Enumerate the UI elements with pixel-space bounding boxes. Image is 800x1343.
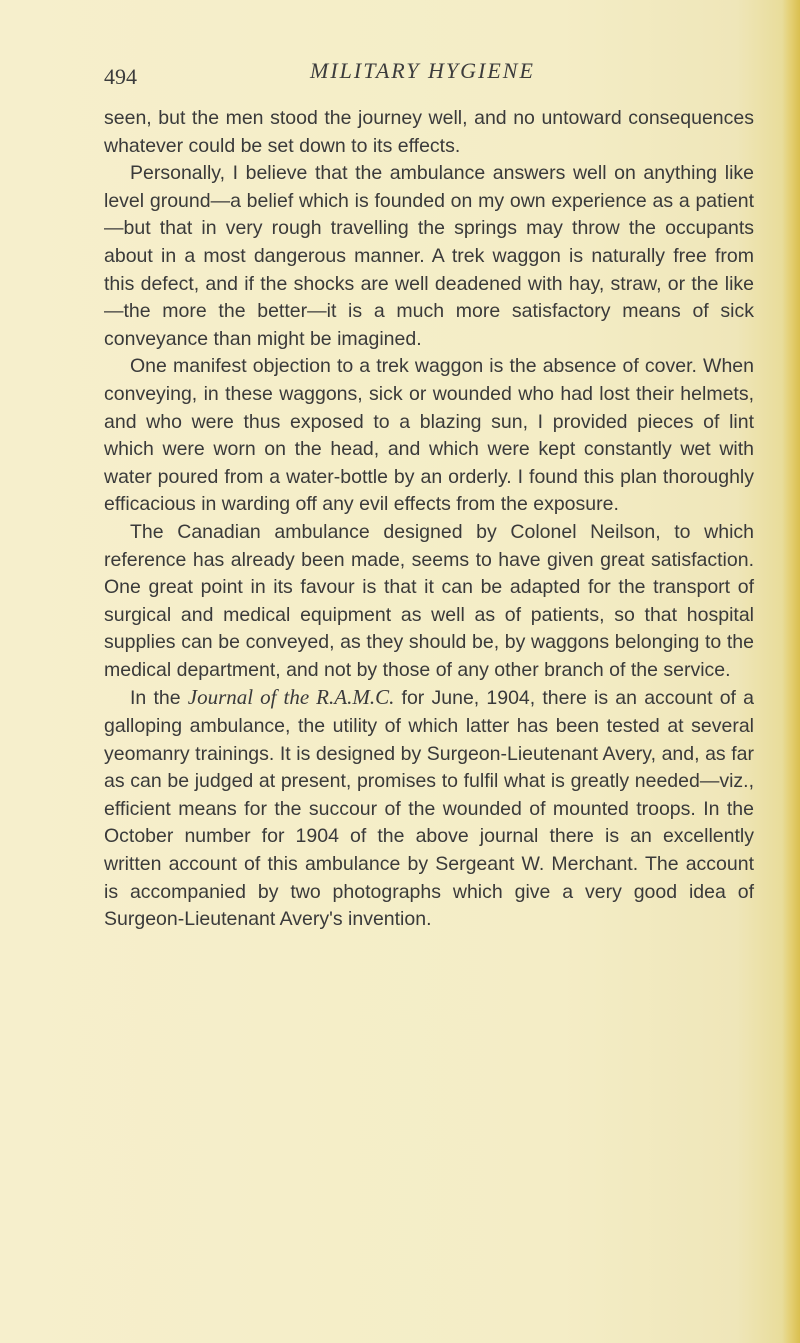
paragraph-5 xyxy=(104,684,754,933)
paragraph-4: The Canadian ambulance designed by Colonel Neilson, to which reference has already been made, seems to have given great satisfaction. One great point in its favour is that it can be adapted for the transport of surgical and medical equipment as well as of patients, so that hospital supplies can be conveyed, as they should be, by waggons belonging to the medical department, and not by those of any other branch of the service. xyxy=(104,520,754,681)
running-head xyxy=(104,58,754,94)
paragraph-5-rest: for June, 1904, there is an account of a galloping ambulance, the utility of which latter has been tested at several yeomanry trainings. It is designed by Surgeon-Lieutenant Avery, and, as far as can be judged at present, promises to fulfil what is greatly needed—viz., efficient means for the succour of the wounded of mounted troops. In the October number for 1904 of the above journal there is an excellently written account of this ambulance by Sergeant W. Merchant. The account is accompanied by two photographs which give a very good idea of Surgeon-Lieutenant Avery's invention. xyxy=(104,687,754,931)
journal-title: Journal of the R.A.M.C. xyxy=(187,685,395,710)
page-number: 494 xyxy=(104,64,137,89)
page-edge-shadow xyxy=(782,0,800,1343)
paragraph-3: One manifest objection to a trek waggon is the absence of cover. When conveying, in these waggons, sick or wounded who had lost their helmets, and who were thus exposed to a blazing sun, I provided pieces of lint which were worn on the head, and which were kept constantly wet with water poured from a water-bottle by an orderly. I found this plan thoroughly efficacious in warding off any evil effects from the exposure. xyxy=(104,355,754,516)
paragraph-2: Personally, I believe that the ambulance answers well on anything like level ground—a belief which is founded on my own experience as a patient—but that in very rough travelling the springs may throw the occupants about in a most dangerous manner. A trek waggon is naturally free from this defect, and if the shocks are well deadened with hay, straw, or the like—the more the better—it is a much more satisfactory means of sick conveyance than might be imagined. xyxy=(104,162,754,350)
body-text xyxy=(104,105,754,934)
running-title: MILITARY HYGIENE xyxy=(310,58,535,83)
paragraph-1: seen, but the men stood the journey well, and no untoward consequences whatever could be set down to its effects. xyxy=(104,107,754,157)
paragraph-5-intro: In the xyxy=(130,687,181,710)
